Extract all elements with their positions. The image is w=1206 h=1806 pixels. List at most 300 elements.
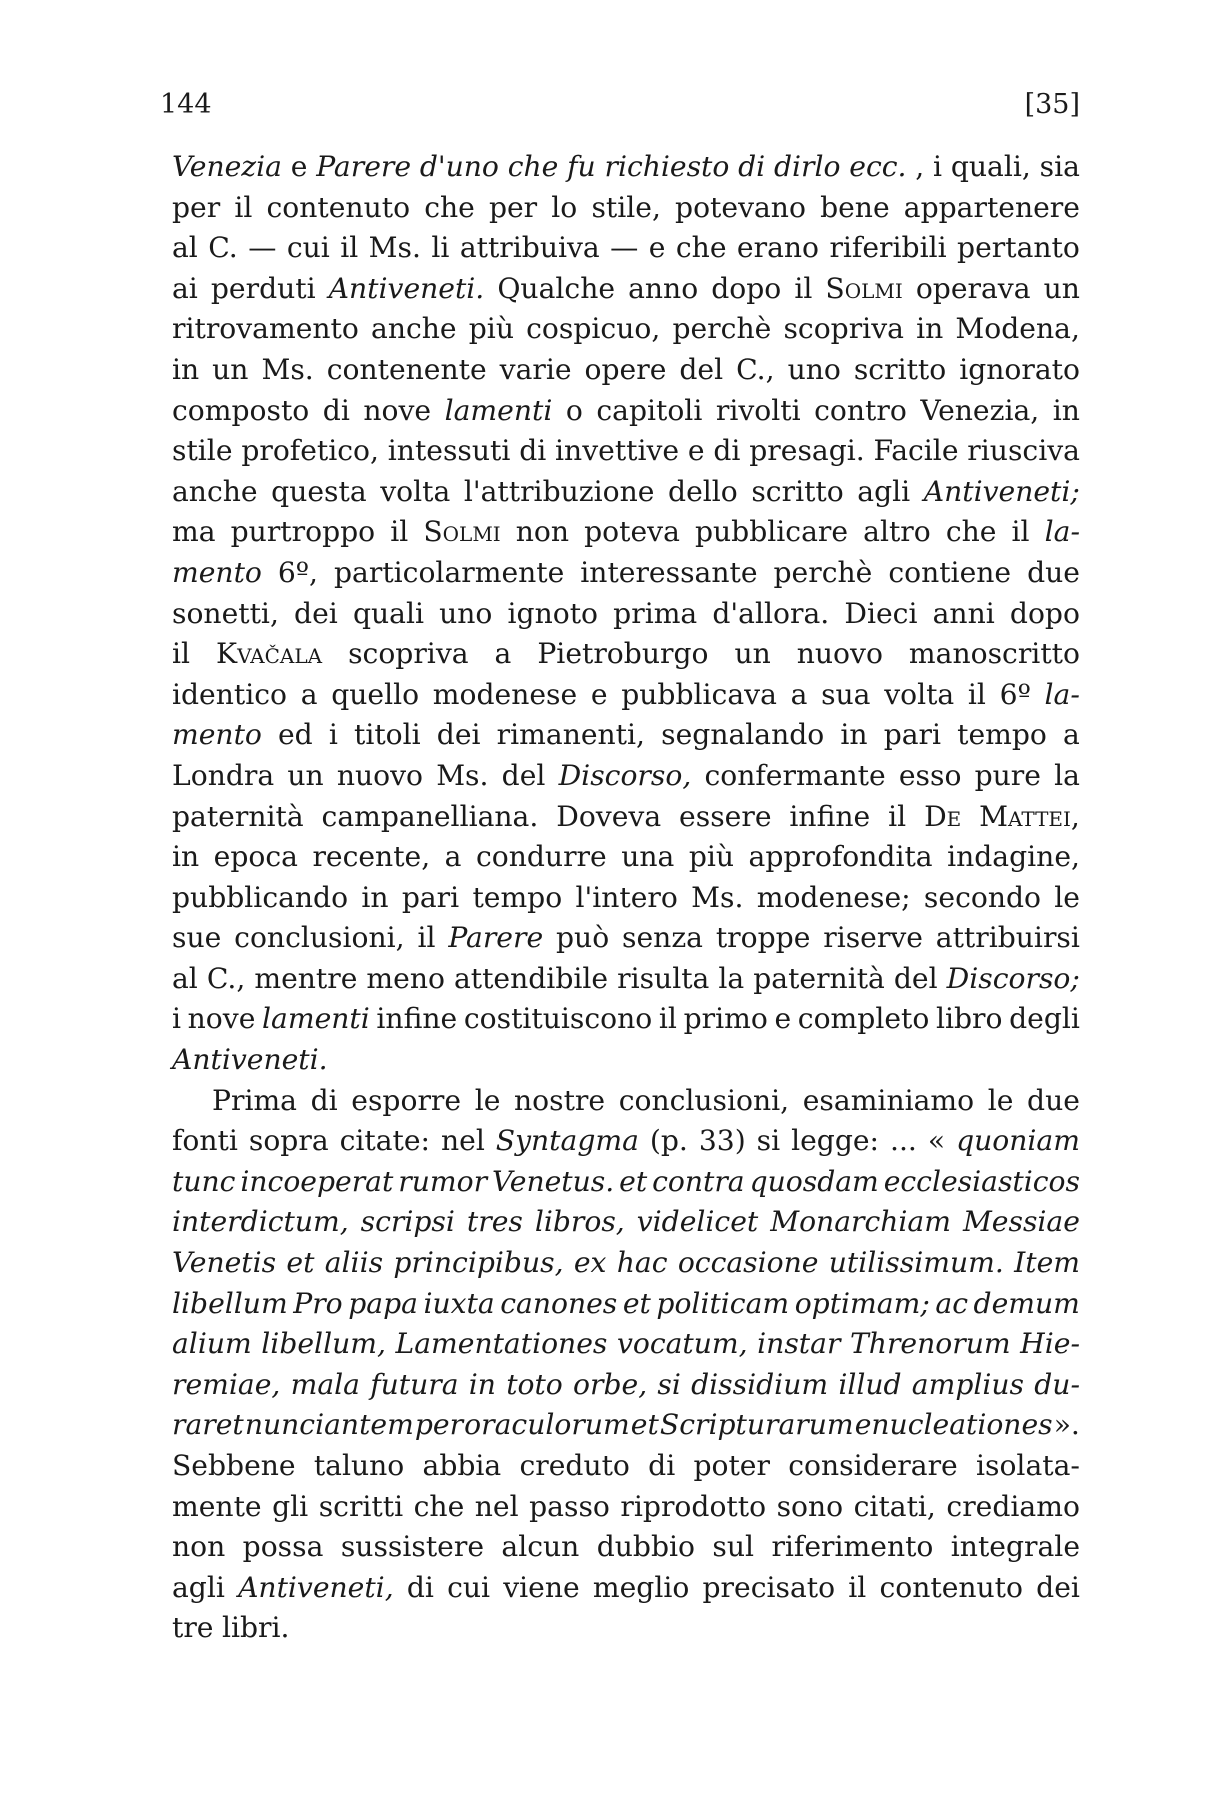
word: Discorso; — [946, 961, 1080, 995]
word: nuovo — [336, 758, 424, 792]
text-line — [172, 147, 1080, 188]
bracket-number: [35] — [1024, 89, 1080, 120]
word: in — [172, 352, 200, 386]
word: libellum — [172, 1286, 288, 1320]
word: anni — [932, 596, 995, 630]
word: segnalando — [661, 718, 825, 752]
word: anno — [628, 271, 699, 305]
word: il — [658, 1002, 677, 1036]
word: di — [310, 1083, 338, 1117]
word: modenese; — [756, 880, 911, 914]
text-line — [172, 1568, 1080, 1609]
word: più — [688, 840, 735, 874]
word: Solmi — [423, 515, 501, 549]
text-line — [172, 228, 1080, 269]
word: il — [967, 677, 986, 711]
word: considerare — [788, 1449, 958, 1482]
word: che — [413, 1489, 465, 1523]
word: sonetti, — [172, 596, 279, 630]
word: la- — [1044, 677, 1080, 711]
word: rivolti — [715, 393, 801, 427]
word: taluno — [313, 1449, 405, 1482]
word: richiesto — [604, 150, 730, 183]
word: utilissimum. — [828, 1246, 1004, 1280]
word: scripsi — [360, 1205, 455, 1239]
word: riserve — [823, 921, 923, 955]
word: contiene — [888, 555, 1012, 589]
text-line — [172, 999, 1080, 1040]
word: dei — [436, 718, 481, 752]
word: citate: — [339, 1124, 431, 1158]
word: questa — [271, 474, 367, 508]
word: Antiveneti; — [923, 474, 1080, 508]
word: viene — [503, 1570, 580, 1604]
word: interessante — [580, 555, 758, 589]
word: riprodotto — [620, 1489, 767, 1523]
word: più — [468, 312, 514, 346]
word: , — [915, 150, 925, 183]
word: epoca — [213, 840, 298, 874]
word: paternità — [753, 961, 885, 995]
word: Discorso, — [558, 758, 692, 792]
word: optimam; — [794, 1286, 930, 1320]
text-line — [172, 553, 1080, 594]
word: isolata- — [975, 1449, 1080, 1482]
word: di — [322, 393, 350, 427]
word: d'uno — [419, 150, 499, 183]
word: agli — [857, 474, 911, 508]
word: ac — [935, 1286, 968, 1320]
word: toto — [506, 1367, 563, 1401]
word: e — [290, 150, 308, 183]
word: mento — [172, 555, 262, 589]
text-line — [172, 634, 1080, 675]
word: per — [172, 190, 221, 224]
word: rumor — [398, 1164, 488, 1198]
word: Ms. — [436, 758, 489, 792]
word: Doveva — [556, 799, 662, 833]
word: confermante — [704, 758, 886, 792]
word: perduti — [210, 271, 316, 305]
word: scritto — [751, 474, 844, 508]
word: mentre — [254, 961, 358, 995]
word: contro — [814, 393, 907, 427]
word: del — [893, 961, 938, 995]
word: si — [756, 1124, 781, 1158]
text-line — [172, 512, 1080, 553]
word: il — [1011, 515, 1030, 549]
word: purtroppo — [230, 515, 376, 549]
word: e — [774, 1002, 792, 1036]
word: mento — [172, 718, 262, 752]
word: dissidium — [691, 1367, 829, 1401]
word: nostre — [514, 1083, 606, 1117]
word: nove — [363, 393, 432, 427]
word: titoli — [354, 718, 421, 752]
word: Modena, — [955, 312, 1080, 346]
word: le — [987, 1083, 1014, 1117]
word: Ms. — [261, 352, 314, 386]
word: rimanenti, — [496, 718, 645, 752]
word: pubblicare — [694, 515, 849, 549]
word: campanelliana. — [321, 799, 539, 833]
word: un — [734, 637, 771, 671]
word: ignoto — [507, 596, 599, 630]
word: raret — [172, 1408, 244, 1442]
word: completo — [797, 1002, 930, 1036]
word: Mattei, — [979, 799, 1080, 833]
word: nel — [440, 1124, 485, 1158]
word: poter — [693, 1449, 770, 1482]
word: il — [172, 637, 191, 671]
word: possa — [242, 1530, 324, 1564]
word: Facile — [873, 434, 959, 468]
word: riferimento — [771, 1530, 934, 1564]
text-line — [172, 594, 1080, 635]
text-line — [172, 837, 1080, 878]
word: per — [414, 1408, 464, 1442]
word: 6º, — [277, 555, 319, 589]
word: ». — [1053, 1408, 1080, 1442]
text-line — [172, 715, 1080, 756]
word: volta — [884, 677, 955, 711]
word: contra — [652, 1164, 745, 1198]
word: (p. — [649, 1124, 688, 1158]
word: di — [406, 1570, 434, 1604]
word: modenese — [432, 677, 578, 711]
word: attribuirsi — [935, 921, 1080, 955]
word: una — [621, 840, 675, 874]
word: Hie- — [1020, 1327, 1080, 1361]
word: che — [675, 231, 727, 265]
word: approfondita — [748, 840, 933, 874]
text-line — [172, 1284, 1080, 1325]
word: ritrovamento — [172, 312, 359, 346]
word: i — [933, 150, 943, 183]
word: sua — [821, 677, 871, 711]
word: et — [286, 1246, 315, 1280]
word: composto — [172, 393, 310, 427]
word: di — [738, 150, 766, 183]
word: uno — [787, 352, 841, 386]
word: Monarchiam — [770, 1205, 951, 1239]
word: De — [924, 799, 962, 833]
word: quello — [331, 677, 420, 711]
word: appartenere — [903, 190, 1080, 224]
word: attendibile — [453, 961, 609, 995]
word: del — [679, 352, 724, 386]
text-line — [172, 309, 1080, 350]
word: 33) — [698, 1124, 746, 1158]
word: d'allora. — [712, 596, 830, 630]
text-line — [172, 472, 1080, 513]
word: ma — [172, 515, 216, 549]
word: Item — [1014, 1246, 1080, 1280]
word: a — [790, 677, 808, 711]
word: et — [630, 1408, 659, 1442]
word: infine — [789, 799, 871, 833]
word: risulta — [617, 961, 710, 995]
word: interdictum, — [172, 1205, 349, 1239]
word: Sebbene — [172, 1449, 296, 1482]
text-line — [172, 1527, 1080, 1568]
word: dei — [294, 596, 338, 630]
word: contenuto — [879, 1570, 1023, 1604]
word: secondo — [923, 880, 1041, 914]
word: tempo — [472, 880, 563, 914]
word: Ms. — [691, 880, 744, 914]
word: meno — [366, 961, 445, 995]
word: un — [1043, 271, 1080, 305]
word: instar — [757, 1327, 841, 1361]
word: contenuto — [266, 190, 411, 224]
word: Messiae — [962, 1205, 1080, 1239]
word: « — [927, 1124, 946, 1158]
word: in — [361, 880, 389, 914]
word: quali — [352, 596, 424, 630]
word: la — [718, 961, 745, 995]
word: stile, — [591, 190, 661, 224]
word: a — [300, 677, 318, 711]
word: ecclesiasticos — [883, 1164, 1080, 1198]
word: uno — [439, 596, 493, 630]
word: incoeperat — [240, 1164, 394, 1198]
word: che — [507, 150, 559, 183]
word: può — [556, 921, 610, 955]
word: il — [390, 515, 409, 549]
word: in — [840, 718, 868, 752]
body-text — [172, 147, 1080, 1649]
word: le — [1054, 880, 1080, 914]
text-line — [172, 1365, 1080, 1406]
word: hac — [616, 1246, 668, 1280]
word: sono — [776, 1489, 844, 1523]
word: abbia — [422, 1449, 502, 1482]
text-line — [172, 269, 1080, 310]
word: bene — [820, 190, 890, 224]
word: dirlo — [773, 150, 841, 183]
word: profetico, — [241, 434, 379, 468]
word: remiae, — [172, 1367, 281, 1401]
word: — — [248, 231, 277, 265]
word: conclusioni, — [234, 921, 405, 955]
word: i — [172, 1002, 182, 1036]
word: il — [417, 921, 436, 955]
word: nove — [187, 1002, 256, 1036]
word: Solmi — [825, 271, 903, 305]
word: varie — [499, 352, 572, 386]
word: C., — [206, 961, 246, 995]
word: potevano — [675, 190, 806, 224]
text-line — [172, 1081, 1080, 1122]
text-line — [172, 756, 1080, 797]
word: mala — [290, 1367, 360, 1401]
word: l'attribuzione — [463, 474, 655, 508]
page-number: 144 — [160, 89, 212, 120]
word: Syntagma — [495, 1124, 639, 1158]
word: opere — [584, 352, 667, 386]
word: il — [848, 1570, 867, 1604]
word: ai — [172, 271, 198, 305]
word: libros, — [534, 1205, 625, 1239]
word: esporre — [351, 1083, 462, 1117]
text-line — [172, 1202, 1080, 1243]
word: pertanto — [957, 231, 1080, 265]
word: et — [619, 1164, 648, 1198]
word: conclusioni, — [618, 1083, 790, 1117]
text-line — [172, 188, 1080, 229]
word: e — [590, 677, 608, 711]
word: vocatum, — [616, 1327, 748, 1361]
word: Venezia, — [920, 393, 1040, 427]
word: orbe, — [573, 1367, 648, 1401]
word: attribuiva — [459, 231, 600, 265]
word: gli — [272, 1489, 309, 1523]
word: C., — [736, 352, 775, 386]
word: la — [1054, 758, 1080, 792]
word: canones — [500, 1286, 618, 1320]
word: essere — [679, 799, 772, 833]
word: degli — [1009, 1002, 1080, 1036]
word: costituiscono — [463, 1002, 653, 1036]
word: C. — [208, 231, 238, 265]
text-line — [172, 350, 1080, 391]
word: nel — [474, 1489, 519, 1523]
text-line — [172, 1040, 1080, 1081]
word: oraculorum — [464, 1408, 630, 1442]
word: anche — [371, 312, 457, 346]
word: per — [488, 190, 538, 224]
word: senza — [622, 921, 703, 955]
word: iuxta — [423, 1286, 495, 1320]
word: in — [468, 1367, 496, 1401]
word: a — [494, 637, 512, 671]
word: Dieci — [844, 596, 918, 630]
word: riferibili — [829, 231, 947, 265]
word: stile — [172, 434, 233, 468]
text-line — [172, 431, 1080, 472]
word: li — [431, 231, 450, 265]
word: Antiveneti, — [238, 1570, 394, 1604]
word: che — [945, 515, 997, 549]
word: condurre — [475, 840, 607, 874]
word: fonti — [172, 1124, 238, 1158]
word: ecc. — [849, 150, 907, 183]
word: amplius — [911, 1367, 1025, 1401]
word: e — [648, 231, 666, 265]
word: Antiveneti. — [172, 1043, 328, 1077]
word: pubblicava — [621, 677, 777, 711]
word: scopriva — [783, 312, 904, 346]
word: scopriva — [348, 637, 469, 671]
text-line — [172, 797, 1080, 838]
word: erano — [736, 231, 820, 265]
word: quali, — [950, 150, 1031, 183]
word: Antiveneti. — [328, 271, 485, 305]
text-line — [172, 675, 1080, 716]
word: libro — [935, 1002, 1003, 1036]
word: sul — [712, 1530, 755, 1564]
word: l'intero — [575, 880, 678, 914]
word: scritto — [853, 352, 947, 386]
word: passo — [529, 1489, 610, 1523]
word: papa — [348, 1286, 418, 1320]
word: precisato — [702, 1570, 836, 1604]
word: in — [1052, 393, 1080, 427]
text-line — [172, 1162, 1080, 1203]
word: legge: — [791, 1124, 880, 1158]
word: meglio — [592, 1570, 690, 1604]
word: manoscritto — [908, 637, 1080, 671]
word: crediamo — [946, 1489, 1080, 1523]
word: Londra — [172, 758, 275, 792]
word: Threnorum — [850, 1327, 1011, 1361]
word: perchè — [773, 555, 873, 589]
text-line — [172, 1324, 1080, 1365]
word: Kvačala — [216, 637, 323, 671]
word: aliis — [324, 1246, 384, 1280]
word: in — [916, 312, 944, 346]
word: al — [172, 961, 198, 995]
word: perchè — [672, 312, 772, 346]
word: il — [794, 271, 813, 305]
text-line — [172, 878, 1080, 919]
word: 6º — [999, 677, 1031, 711]
word: il — [234, 190, 253, 224]
text-line — [172, 918, 1080, 959]
word: Lamentationes — [395, 1327, 608, 1361]
word: dei — [1036, 1570, 1080, 1604]
word: anche — [172, 474, 258, 508]
word: pure — [974, 758, 1041, 792]
word: Venezia — [172, 150, 282, 183]
word: ignorato — [959, 352, 1080, 386]
word: — — [610, 231, 639, 265]
word: il — [888, 799, 907, 833]
word: alium — [172, 1327, 252, 1361]
word: Scripturarum — [659, 1408, 854, 1442]
word: sue — [172, 921, 222, 955]
word: dubbio — [596, 1530, 696, 1564]
word: a — [1063, 718, 1080, 752]
word: lamenti — [444, 393, 553, 427]
text-line — [172, 1608, 1080, 1649]
word: che — [424, 190, 475, 224]
word: si — [657, 1367, 681, 1401]
word: alcun — [501, 1530, 580, 1564]
word: Qualche — [497, 271, 616, 305]
word: lamenti — [262, 1002, 370, 1036]
word: di — [648, 1449, 676, 1482]
text-line — [172, 391, 1080, 432]
word: in — [172, 840, 200, 874]
word: sia — [1039, 150, 1080, 183]
word: pubblicando — [172, 880, 349, 914]
word: libellum, — [261, 1327, 386, 1361]
text-line — [172, 1121, 1080, 1162]
word: contenente — [326, 352, 487, 386]
word: due — [1027, 555, 1080, 589]
word: Pietroburgo — [537, 637, 709, 671]
word: lo — [551, 190, 578, 224]
text-line — [172, 1405, 1080, 1446]
word: la- — [1044, 515, 1080, 549]
word: particolarmente — [334, 555, 565, 589]
page-header — [160, 88, 1080, 122]
word: dopo — [1009, 596, 1080, 630]
word: prima — [613, 596, 698, 630]
word: tre — [172, 1611, 214, 1645]
